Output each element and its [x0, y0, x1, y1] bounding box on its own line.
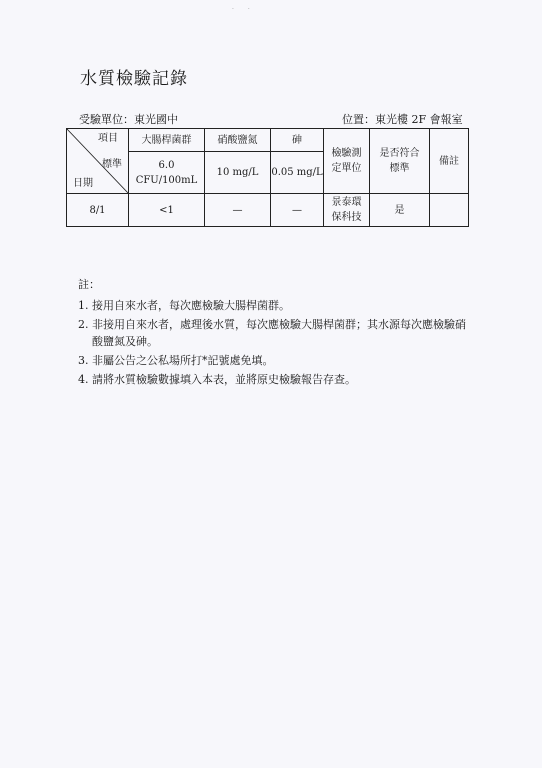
location: 位置：東光樓 2F 會報室 [342, 113, 463, 126]
corner-item-label: 項目 [98, 133, 118, 144]
note-text: 請將水質檢驗數據填入本表，並將原史檢驗報告存查。 [92, 373, 356, 386]
scan-mark: · · [232, 6, 256, 13]
column-header-remarks: 備註 [430, 129, 469, 194]
row-compliance: 是 [370, 194, 430, 227]
inspected-unit: 受驗單位：東光國中 [79, 113, 178, 126]
list-item [78, 316, 472, 350]
corner-date-label: 日期 [73, 178, 93, 189]
water-quality-table [66, 128, 469, 227]
column-header-coliform: 大腸桿菌群 [129, 129, 205, 152]
notes-heading: 註： [78, 278, 100, 291]
row-remarks [430, 194, 469, 227]
table-row [67, 194, 469, 227]
row-date: 8/1 [67, 194, 129, 227]
note-number: 3. [78, 354, 89, 367]
notes-section [78, 276, 472, 390]
column-header-lab-unit [324, 129, 370, 194]
list-item [78, 371, 472, 388]
row-lab-unit [324, 194, 370, 227]
column-header-arsenic: 砷 [271, 129, 324, 152]
table-header-row [67, 129, 469, 152]
corner-cell [67, 129, 129, 194]
note-text: 接用自來水者，每次應檢驗大腸桿菌群。 [92, 299, 290, 312]
note-text: 非接用自來水者，處理後水質，每次應檢驗大腸桿菌群；其水源每次應檢驗硝酸鹽氮及砷。 [92, 318, 466, 348]
page-title: 水質檢驗記錄 [80, 69, 188, 89]
row-nitrate: — [205, 194, 271, 227]
row-arsenic: — [271, 194, 324, 227]
corner-standard-label: 標準 [102, 159, 122, 170]
lab-unit-header-text: 檢驗測定單位 [331, 148, 362, 174]
list-item [78, 297, 472, 314]
list-item [78, 352, 472, 369]
note-number: 1. [78, 299, 89, 312]
note-number: 4. [78, 373, 89, 386]
standard-coliform: 6.0 CFU/100mL [129, 152, 205, 194]
column-header-compliance [370, 129, 430, 194]
note-number: 2. [78, 318, 89, 331]
row-coliform: <1 [129, 194, 205, 227]
standard-arsenic: 0.05 mg/L [271, 152, 324, 194]
standard-nitrate: 10 mg/L [205, 152, 271, 194]
row-lab-unit-text: 景泰環保科技 [331, 197, 362, 223]
compliance-header-text: 是否符合標準 [379, 148, 420, 174]
note-text: 非屬公告之公私場所打*記號處免填。 [92, 354, 274, 367]
column-header-nitrate: 硝酸鹽氮 [205, 129, 271, 152]
